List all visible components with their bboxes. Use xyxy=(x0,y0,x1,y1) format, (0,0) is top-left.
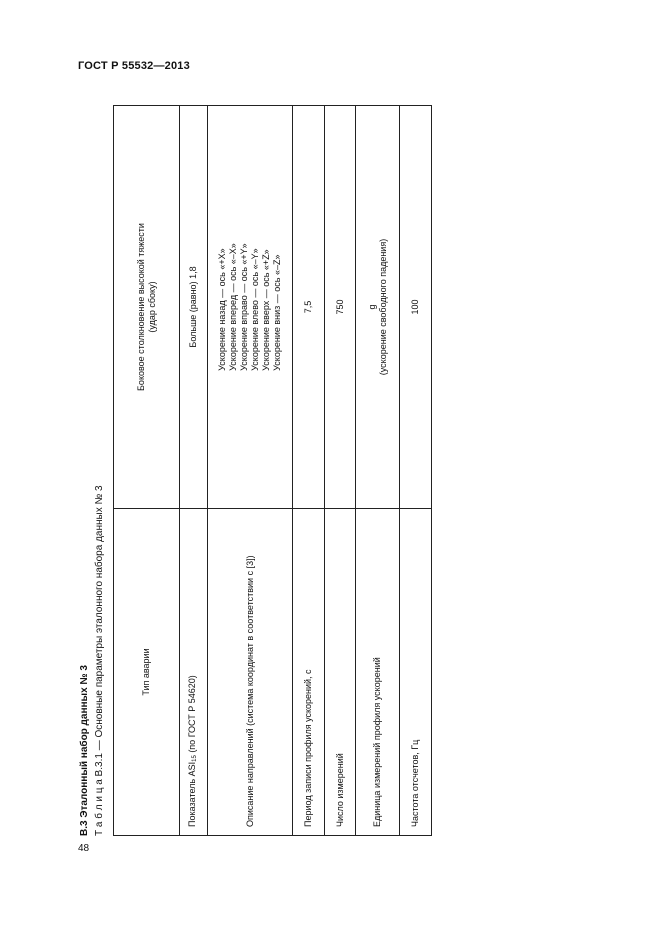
table-row xyxy=(400,106,432,836)
table-caption xyxy=(94,485,105,836)
table-cell-value xyxy=(208,106,293,509)
table-row xyxy=(356,106,400,836)
direction-item: Ускорение вверх — ось «+Z» xyxy=(261,249,271,371)
table-row xyxy=(325,106,356,836)
table-header-key: Тип аварии xyxy=(114,509,180,836)
value-line: g xyxy=(366,304,377,310)
table-caption-text: В.3.1 — Основные параметры эталонного набора данных № 3 xyxy=(94,485,105,777)
table-header-value xyxy=(114,106,180,509)
parameters-table xyxy=(113,105,432,836)
section-title: В.3 Эталонный набор данных № 3 xyxy=(79,665,90,836)
table-cell-key: Период записи профиля ускорений, с xyxy=(293,509,325,836)
table-cell-value: 750 xyxy=(325,106,356,509)
rotated-content xyxy=(79,106,434,836)
value-line: (удар сбоку) xyxy=(146,281,157,333)
document-header: ГОСТ Р 55532—2013 xyxy=(78,60,190,72)
table-cell-key: Единица измерений профиля ускорений xyxy=(356,509,400,836)
direction-list xyxy=(217,243,283,371)
asi-label: Показатель ASI xyxy=(186,761,197,827)
direction-item: Ускорение вправо — ось «+Y» xyxy=(239,243,249,371)
table-caption-prefix: Т а б л и ц а xyxy=(94,779,105,836)
table-row xyxy=(114,106,180,836)
table-row xyxy=(293,106,325,836)
page-number: 48 xyxy=(78,843,90,854)
direction-item: Ускорение вниз — ось «–Z» xyxy=(272,254,282,371)
asi-subscript: 15 xyxy=(191,755,198,762)
direction-item: Ускорение вперед — ось «–X» xyxy=(228,243,238,371)
table-cell-value: 100 xyxy=(400,106,432,509)
value-line: Боковое столкновение высокой тяжести xyxy=(135,223,146,391)
table-cell-key: Число измерений xyxy=(325,509,356,836)
direction-item: Ускорение назад — ось «+X» xyxy=(217,248,227,371)
table-cell-value: Больше (равно) 1,8 xyxy=(180,106,208,509)
table-cell-key: Частота отсчетов, Гц xyxy=(400,509,432,836)
value-line: (ускорение свободного падения) xyxy=(377,238,388,376)
table-cell-key xyxy=(180,509,208,836)
asi-ref: (по ГОСТ Р 54620) xyxy=(186,675,197,756)
table-cell-key: Описание направлений (система координат в соответствии с [3]) xyxy=(208,509,293,836)
table-cell-value xyxy=(356,106,400,509)
table-row xyxy=(208,106,293,836)
table-cell-value: 7,5 xyxy=(293,106,325,509)
table-row xyxy=(180,106,208,836)
direction-item: Ускорение влево — ось «–Y» xyxy=(250,248,260,371)
